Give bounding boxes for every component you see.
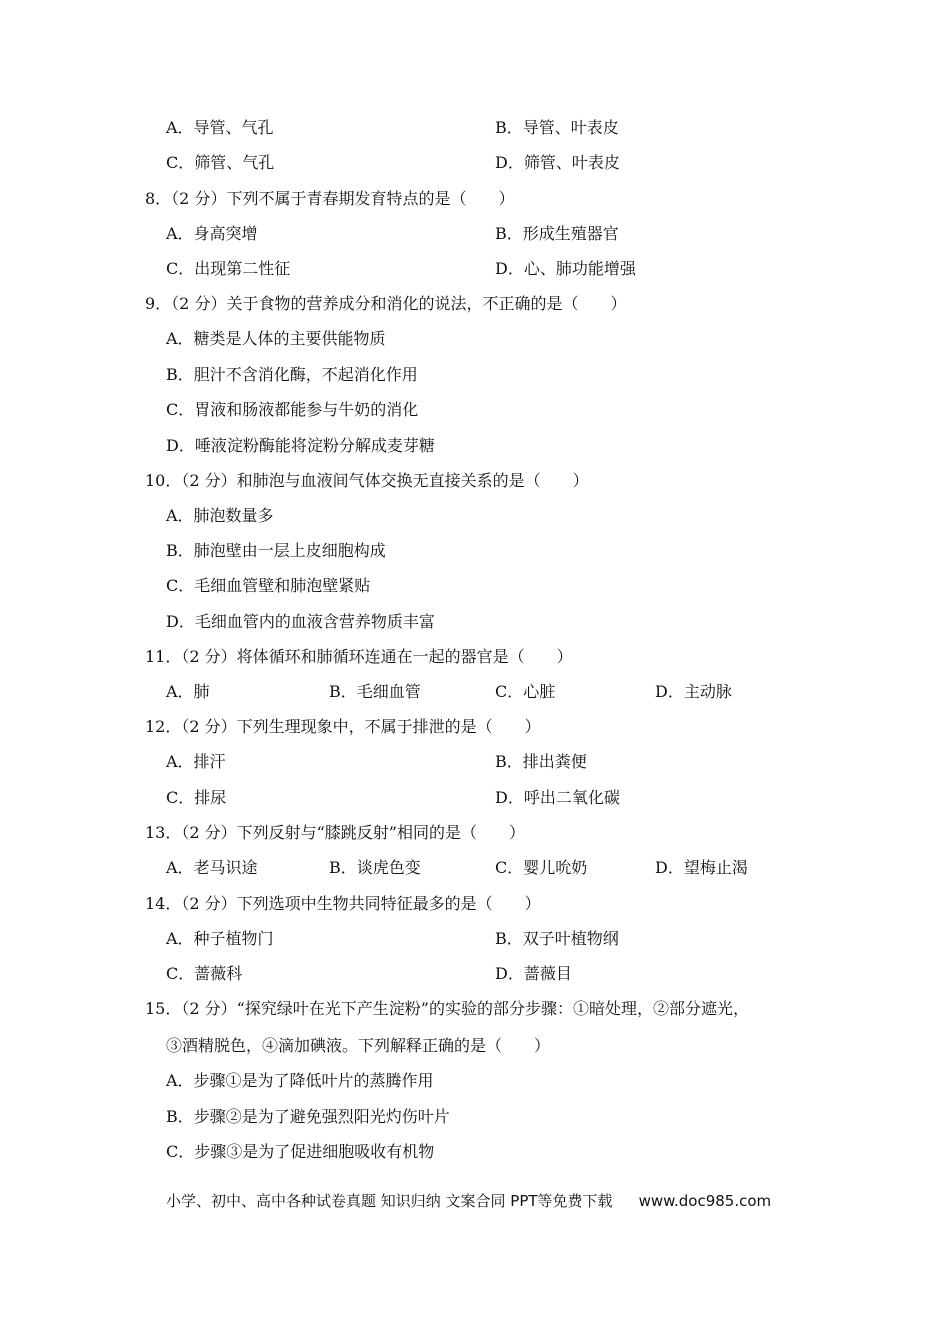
q14-option-d: D．蔷薇目 bbox=[495, 964, 572, 983]
q12-option-c: C．排尿 bbox=[166, 788, 227, 807]
q10-option-b: B．肺泡壁由一层上皮细胞构成 bbox=[166, 541, 386, 560]
q15-option-a: A．步骤①是为了降低叶片的蒸腾作用 bbox=[166, 1071, 434, 1090]
q7-option-c: C．筛管、气孔 bbox=[166, 153, 275, 172]
q9-option-c: C．胃液和肠液都能参与牛奶的消化 bbox=[166, 400, 419, 419]
q10-stem: 10．（2 分）和肺泡与血液间气体交换无直接关系的是（ ） bbox=[145, 471, 589, 490]
page-footer bbox=[166, 1190, 771, 1212]
footer-promo-text: 小学、初中、高中各种试卷真题 知识归纳 文案合同 PPT等免费下载 bbox=[166, 1192, 613, 1210]
q12-option-d: D．呼出二氧化碳 bbox=[495, 788, 620, 807]
q15-stem-line1: 15．（2 分）“探究绿叶在光下产生淀粉”的实验的部分步骤：①暗处理，②部分遮光， bbox=[145, 999, 749, 1018]
q10-option-d: D．毛细血管内的血液含营养物质丰富 bbox=[166, 612, 435, 631]
q8-option-b: B．形成生殖器官 bbox=[495, 224, 619, 243]
q11-stem: 11．（2 分）将体循环和肺循环连通在一起的器官是（ ） bbox=[145, 647, 573, 666]
q14-option-b: B．双子叶植物纲 bbox=[495, 929, 619, 948]
q14-option-a: A．种子植物门 bbox=[166, 929, 274, 948]
q8-stem: 8．（2 分）下列不属于青春期发育特点的是（ ） bbox=[145, 189, 515, 208]
q9-option-a: A．糖类是人体的主要供能物质 bbox=[166, 329, 386, 348]
q13-option-c: C．婴儿吮奶 bbox=[495, 858, 588, 877]
q11-option-d: D．主动脉 bbox=[655, 682, 732, 701]
q12-stem: 12．（2 分）下列生理现象中，不属于排泄的是（ ） bbox=[145, 717, 541, 736]
q11-option-a: A．肺 bbox=[166, 682, 210, 701]
q15-option-c: C．步骤③是为了促进细胞吸收有机物 bbox=[166, 1142, 435, 1161]
q8-option-d: D．心、肺功能增强 bbox=[495, 259, 636, 278]
q10-option-a: A．肺泡数量多 bbox=[166, 506, 274, 525]
q14-option-c: C．蔷薇科 bbox=[166, 964, 243, 983]
q8-option-a: A．身高突增 bbox=[166, 224, 258, 243]
q12-option-b: B．排出粪便 bbox=[495, 752, 587, 771]
q13-option-b: B．谈虎色变 bbox=[329, 858, 421, 877]
q9-option-b: B．胆汁不含消化酶，不起消化作用 bbox=[166, 365, 418, 384]
footer-site-link[interactable]: www.doc985.com bbox=[638, 1192, 772, 1210]
q11-option-c: C．心脏 bbox=[495, 682, 556, 701]
q15-option-b: B．步骤②是为了避免强烈阳光灼伤叶片 bbox=[166, 1107, 450, 1126]
q13-stem: 13．（2 分）下列反射与“膝跳反射”相同的是（ ） bbox=[145, 823, 525, 842]
q9-option-d: D．唾液淀粉酶能将淀粉分解成麦芽糖 bbox=[166, 436, 435, 455]
q8-option-c: C．出现第二性征 bbox=[166, 259, 291, 278]
q15-stem-line2: ③酒精脱色，④滴加碘液。下列解释正确的是（ ） bbox=[166, 1036, 551, 1055]
q7-option-a: A．导管、气孔 bbox=[166, 118, 274, 137]
q13-option-a: A．老马识途 bbox=[166, 858, 258, 877]
q14-stem: 14．（2 分）下列选项中生物共同特征最多的是（ ） bbox=[145, 894, 541, 913]
q9-stem: 9．（2 分）关于食物的营养成分和消化的说法，不正确的是（ ） bbox=[145, 294, 627, 313]
q12-option-a: A．排汗 bbox=[166, 752, 226, 771]
q10-option-c: C．毛细血管壁和肺泡壁紧贴 bbox=[166, 576, 371, 595]
q11-option-b: B．毛细血管 bbox=[329, 682, 421, 701]
q7-option-b: B．导管、叶表皮 bbox=[495, 118, 619, 137]
q13-option-d: D．望梅止渴 bbox=[655, 858, 748, 877]
q7-option-d: D．筛管、叶表皮 bbox=[495, 153, 620, 172]
